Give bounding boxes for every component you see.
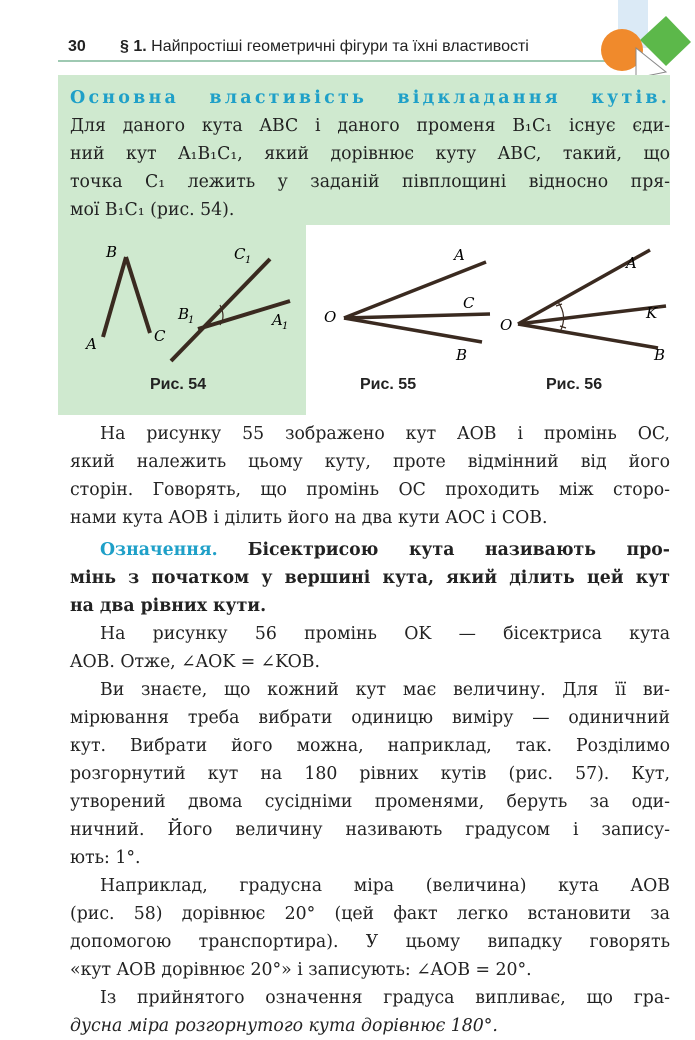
text-line: сторін. Говорять, що промінь ОС проходить між сторо- [70,480,670,500]
running-title [120,38,529,56]
label-C: C [463,294,475,312]
figure-54-caption: Рис. 54 [150,376,207,393]
definition-block [70,536,670,620]
label-C1-sub: 1 [245,255,252,266]
text-line: кут. Вибрати його можна, наприклад, так. Розділимо [70,736,670,756]
label-B: B [106,243,118,261]
text-line: На рисунку 56 промінь OK — бісектриса кута [100,624,670,644]
label-A: A [626,254,637,272]
label-C: C [154,327,166,345]
text-line: точка C₁ лежить у заданій півплощині відносно пря- [70,172,670,192]
text-line: який належить цьому куту, проте відмінний від його [70,452,670,472]
text-line: на два рівних кути. [70,596,267,616]
text-line: мінь з початком у вершині кута, який ділить цей кут [70,568,670,588]
text-line: Наприклад, градусна міра (величина) кута AOB [100,876,670,896]
label-A1-sub: 1 [282,321,289,332]
figure-55 [320,240,500,370]
text-line: дусна міра розгорнутого кута дорівнює 180°. [70,1016,498,1036]
label-O: O [324,308,337,326]
page-header [58,34,618,62]
figure-54 [58,225,306,385]
text-line: ничний. Його величину називають градусом і запису- [70,820,670,840]
text-line: утворений двома сусідніми променями, беруть за оди- [70,792,670,812]
label-B: B [456,346,468,364]
text-line: розгорнутий кут на 180 рівних кутів (рис. 57). Кут, [70,764,670,784]
figure-56-caption: Рис. 56 [546,376,603,393]
text-line: допомогою транспортира). У цьому випадку говорять [70,932,670,952]
section-number: § 1. [120,38,147,55]
geometry-logo-icon [596,0,695,82]
figure-56 [496,240,686,370]
label-B1-sub: 1 [188,315,195,326]
paragraph-rays [70,420,670,532]
property-text [70,84,670,224]
text-line: нами кута AOB і ділить його на два кути AOC і COB. [70,508,548,528]
text-line [70,536,670,564]
page-number: 30 [68,38,86,55]
paragraph-straight-angle [70,984,670,1040]
definition-text: Бісектрисою кута називають про- [247,540,670,560]
label-K: K [646,304,658,322]
text-line: ний кут A₁B₁C₁, який дорівнює куту ABC, такий, що [70,144,670,164]
text-line: Із прийнятого означення градуса випливає, що гра- [100,988,670,1008]
text-line: (рис. 58) дорівнює 20° (цей факт легко встановити за [70,904,670,924]
text-line: AOB. Отже, ∠AOK = ∠KOB. [70,652,320,672]
property-heading: Основна властивість відкладання кутів. [70,88,670,108]
text-line: «кут AOB дорівнює 20°» і записують: ∠AOB = 20°. [70,960,532,980]
label-O: O [500,316,513,334]
text-line: ють: 1°. [70,848,141,868]
label-A1: A [272,311,283,329]
definition-label: Означення. [100,540,218,560]
paragraph-bisector [70,620,670,676]
figure-55-caption: Рис. 55 [360,376,417,393]
paragraph-degree-example [70,872,670,984]
text-line: Для даного кута ABC і даного променя B₁C₁ існує єди- [70,116,670,136]
label-C1: C [234,245,246,263]
paragraph-unit-angle [70,676,670,872]
text-line: Ви знаєте, що кожний кут має величину. Для її ви- [100,680,670,700]
label-A: A [86,335,97,353]
text-line: На рисунку 55 зображено кут AOB і промінь OC, [100,424,670,444]
text-line: мої B₁C₁ (рис. 54). [70,200,235,220]
label-B1: B [178,305,190,323]
section-title: Найпростіші геометричні фігури та їхні властивості [151,38,529,55]
header-rule [58,60,608,62]
label-A: A [454,246,465,264]
text-line: мірювання треба вибрати одиницю виміру — одиничний [70,708,670,728]
label-B: B [654,346,666,364]
